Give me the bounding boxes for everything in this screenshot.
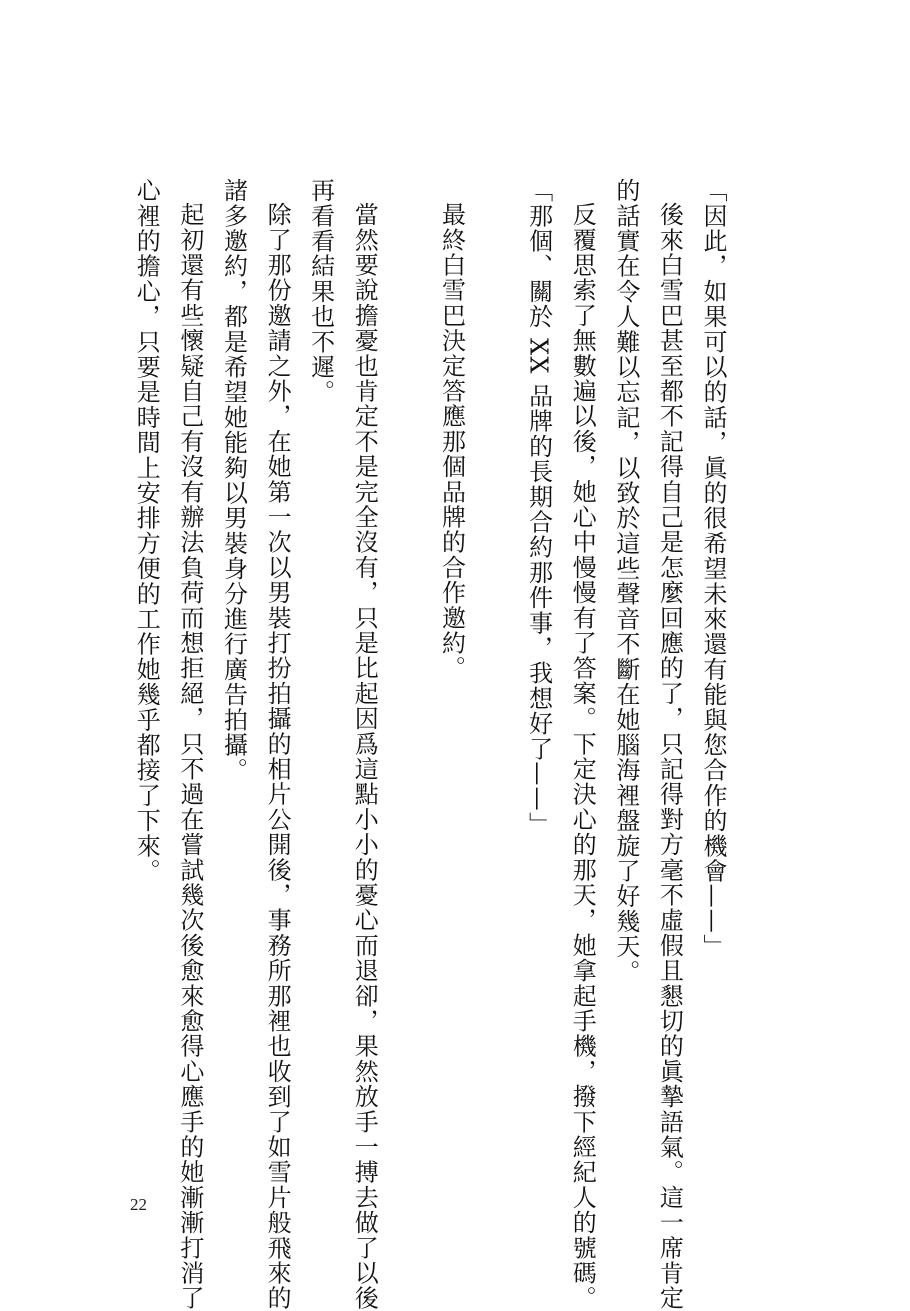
text-line: 最終白雪巴決定答應那個品牌的合作邀約。 <box>437 202 466 681</box>
text-line: 諸多邀約，都是希望她能夠以男裝身分進行廣告拍攝。 <box>219 178 248 783</box>
text-line: 「因此，如果可以的話，眞的很希望未來還有能與您合作的機會——」 <box>699 178 727 960</box>
text-line: 當然要說擔憂也肯定不是完全沒有，只是比起因爲這點小小的憂心而退卻，果然放手一搏去做了以後 <box>350 202 379 1311</box>
blank-line <box>385 178 429 1178</box>
text-line: 再看看結果也不遲。 <box>306 178 335 405</box>
text-line: 反覆思索了無數遍以後，她心中慢慢有了答案。下定決心的那天，她拿起手機，撥下經紀人的號碼。 <box>568 202 597 1311</box>
text-line: 的話實在令人難以忘記，以致於這些聲音不斷在她腦海裡盤旋了好幾天。 <box>611 178 640 985</box>
blank-line <box>472 178 516 1178</box>
text-line: 「那個、關於 XX 品牌的長期合約那件事，我想好了——」 <box>524 178 553 838</box>
page-number: 22 <box>130 1195 147 1214</box>
text-line: 心裡的擔心，只要是時間上安排方便的工作她幾乎都接了下來。 <box>132 178 161 884</box>
text-line: 後來白雪巴甚至都不記得自己是怎麼回應的了，只記得對方毫不虛假且懇切的眞摯語氣。這一席肯定 <box>655 202 684 1311</box>
text-line: 起初還有些懷疑自己有沒有辦法負荷而想拒絕，只不過在嘗試幾次後愈來愈得心應手的她漸漸打消了 <box>175 202 204 1311</box>
text-line: 除了那份邀請之外，在她第一次以男裝打扮拍攝的相片公開後，事務所那裡也收到了如雪片般飛來的 <box>263 202 292 1311</box>
